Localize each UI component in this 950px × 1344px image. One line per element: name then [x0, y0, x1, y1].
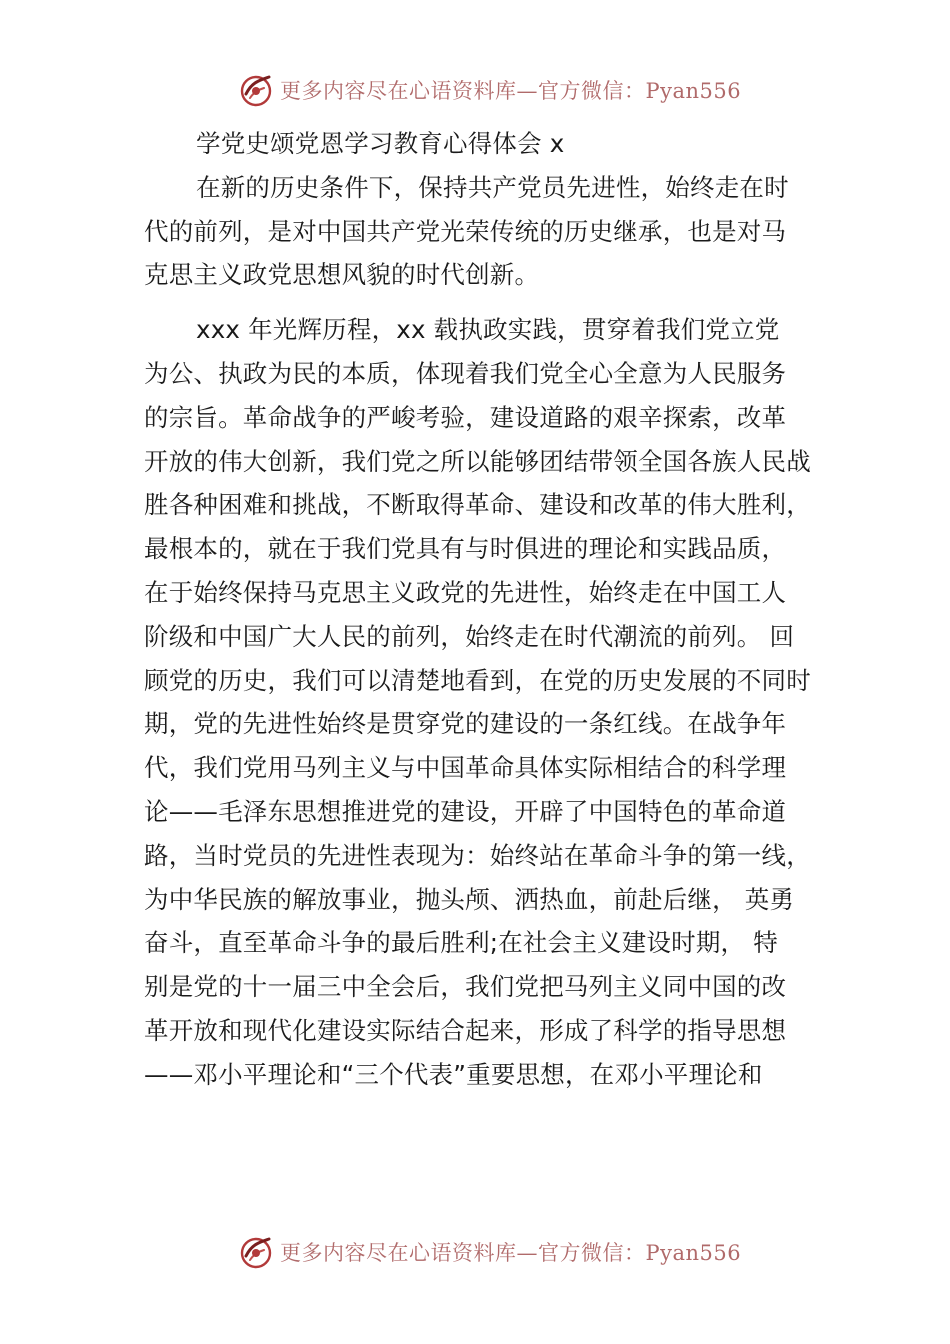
paragraph-line: 为中华民族的解放事业，抛头颅、洒热血，前赴后继， 英勇: [144, 884, 795, 914]
paragraph-line: 路，当时党员的先进性表现为：始终站在革命斗争的第一线，: [144, 840, 811, 870]
brush-logo-icon: [238, 72, 274, 108]
paragraph-line: 最根本的，就在于我们党具有与时俱进的理论和实践品质，: [144, 534, 787, 564]
paragraph-line: 革开放和现代化建设实际结合起来，形成了科学的指导思想: [144, 1015, 787, 1045]
document-body: [144, 122, 834, 1097]
banner-text: 更多内容尽在心语资料库—官方微信：Pyan556: [280, 79, 742, 103]
paragraph-line: xxx 年光辉历程，xx 载执政实践，贯穿着我们党立党: [196, 315, 780, 345]
paragraph-line: 顾党的历史，我们可以清楚地看到，在党的历史发展的不同时: [144, 665, 811, 695]
paragraph-line: 代的前列，是对中国共产党光荣传统的历史继承，也是对马: [144, 216, 787, 246]
paragraph-line: 开放的伟大创新，我们党之所以能够团结带领全国各族人民战: [144, 446, 811, 476]
paragraph-line: 在于始终保持马克思主义政党的先进性，始终走在中国工人: [144, 577, 787, 607]
banner-text: 更多内容尽在心语资料库—官方微信：Pyan556: [280, 1241, 742, 1265]
paragraph-line: 为公、执政为民的本质，体现着我们党全心全意为人民服务: [144, 358, 787, 388]
paragraph-line: 的宗旨。革命战争的严峻考验，建设道路的艰辛探索，改革: [144, 402, 787, 432]
paragraph-line: 克思主义政党思想风貌的时代创新。: [144, 260, 540, 290]
document-title: 学党史颂党恩学习教育心得体会 x: [196, 129, 565, 158]
footer-banner: [238, 1232, 741, 1272]
paragraph-line: 论——毛泽东思想推进党的建设，开辟了中国特色的革命道: [144, 796, 787, 826]
paragraph-line: 代，我们党用马列主义与中国革命具体实际相结合的科学理: [144, 753, 787, 783]
header-banner: [238, 70, 741, 110]
paragraph-line: 阶级和中国广大人民的前列，始终走在时代潮流的前列。 回: [144, 621, 795, 651]
paragraph-line: 期，党的先进性始终是贯穿党的建设的一条红线。在战争年: [144, 709, 787, 739]
paragraph-line: 胜各种困难和挑战，不断取得革命、建设和改革的伟大胜利，: [144, 490, 811, 520]
paragraph-line: 别是党的十一届三中全会后，我们党把马列主义同中国的改: [144, 972, 787, 1002]
paragraph-line: 奋斗，直至革命斗争的最后胜利;在社会主义建设时期， 特: [144, 928, 778, 958]
paragraph-line: 在新的历史条件下，保持共产党员先进性，始终走在时: [196, 172, 789, 202]
brush-logo-icon: [238, 1234, 274, 1270]
paragraph-line: ——邓小平理论和“三个代表”重要思想，在邓小平理论和: [144, 1059, 763, 1089]
